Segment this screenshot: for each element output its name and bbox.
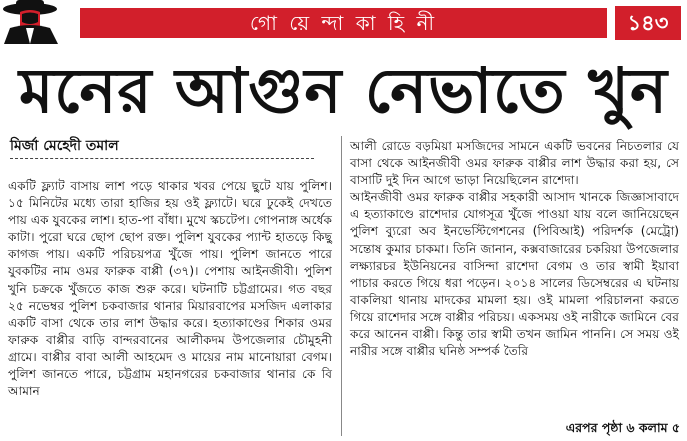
column-divider [341, 136, 342, 436]
article-headline: মনের আগুন নেভাতে খুন [18, 54, 668, 127]
body-paragraph: আইনজীবী ওমর ফারুক বাপ্পীর সহকারী আসাদ খানকে জিজ্ঞাসাবাদে এ হত্যাকাণ্ডে রাশেদার যোগসূত্র খুঁজে পাওয়া যায় বলে জানিয়েছেন পুলিশ ব্যুরো অব ইনভেস্টিগেশনের (পিবিআই) পরিদর্শক (মেট্রো) সন্তোষ কুমার চাকমা। তিনি জানান, কক্সবাজারের চকরিয়া উপজেলার লক্ষ্যারচর ইউনিয়নের বাসিন্দা রাশেদা বেগম ও তার স্বামী ইয়াবা পাচার করতে গিয়ে ধরা পড়েন। ২০১৪ সালের ডিসেম্বরের এ ঘটনায় বাকলিয়া থানায় মাদকের মামলা হয়। ওই মামলা পরিচালনা করতে গিয়ে রাশেদার সঙ্গে বাপ্পীর পরিচয়। একসময় ওই নারীকে জামিনে বের করে আনেন বাপ্পী। কিন্তু তার স্বামী তখন জামিন পাননি। সে সময় ওই নারীর সঙ্গে বাপ্পীর ঘনিষ্ঠ সম্পর্ক তৈরি [350, 190, 679, 359]
body-paragraph: একটি ফ্ল্যাট বাসায় লাশ পড়ে থাকার খবর পেয়ে ছুটে যায় পুলিশ। ১৫ মিনিটের মধ্যে তারা হাজির হয় ওই ফ্ল্যাটে। ঘরে ঢুকেই দেখতে পায় এক যুবকের লাশ। হাত-পা বাঁধা। মুখে স্কচটেপ। গোপনাঙ্গ অর্ধেক কাটা। পুরো ঘরে ছোপ ছোপ রক্ত। পুলিশ যুবকের প্যান্ট হাতড়ে কিছু কাগজ পায়। একটি পরিচয়পত্র খুঁজে পায়। পুলিশ জানতে পারে যুবকটির নাম ওমর ফারুক বাপ্পী (৩৭)। পেশায় আইনজীবী। পুলিশ খুনি চক্রকে খুঁজতে কাজ শুরু করে। ঘটনাটি চট্টগ্রামের। গত বছর ২৫ নভেম্বর পুলিশ চকবাজার থানার মিয়ারবাপের মসজিদ এলাকার একটি বাসা থেকে তার লাশ উদ্ধার করে। হত্যাকাণ্ডের শিকার ওমর ফারুক বাপ্পীর বাড়ি বান্দরবানের আলীকদম উপজেলার চৌমুহনী গ্রামে। বাপ্পীর বাবা আলী আহমেদ ও মায়ের নাম মানোয়ারা বেগম। পুলিশ জানতে পারে, চট্টগ্রাম মহানগরের চকবাজার থানার কে বি আমান [8, 179, 332, 399]
page-header [0, 0, 687, 44]
page-number-badge: ১৪৩ [615, 6, 681, 40]
body-paragraph: আলী রোডে বড়মিয়া মসজিদের সামনে একটি ভবনের নিচতলার যে বাসা থেকে আইনজীবী ওমর ফারুক বাপ্পীর লাশ উদ্ধার করা হয়, সে বাসাটি দুই দিন আগে ভাড়া নিয়েছিলেন রাশেদা। [350, 139, 679, 188]
article-column-right [350, 138, 679, 438]
byline-divider [10, 158, 314, 159]
article-column-left [8, 178, 332, 438]
detective-silhouette-icon [0, 0, 62, 44]
section-banner: গো য়ে ন্দা কা হি নী [80, 8, 607, 38]
continuation-note: এরপর পৃষ্ঠা ৬ কলাম ৫ [565, 420, 680, 435]
byline: মির্জা মেহেদী তমাল [10, 138, 119, 154]
